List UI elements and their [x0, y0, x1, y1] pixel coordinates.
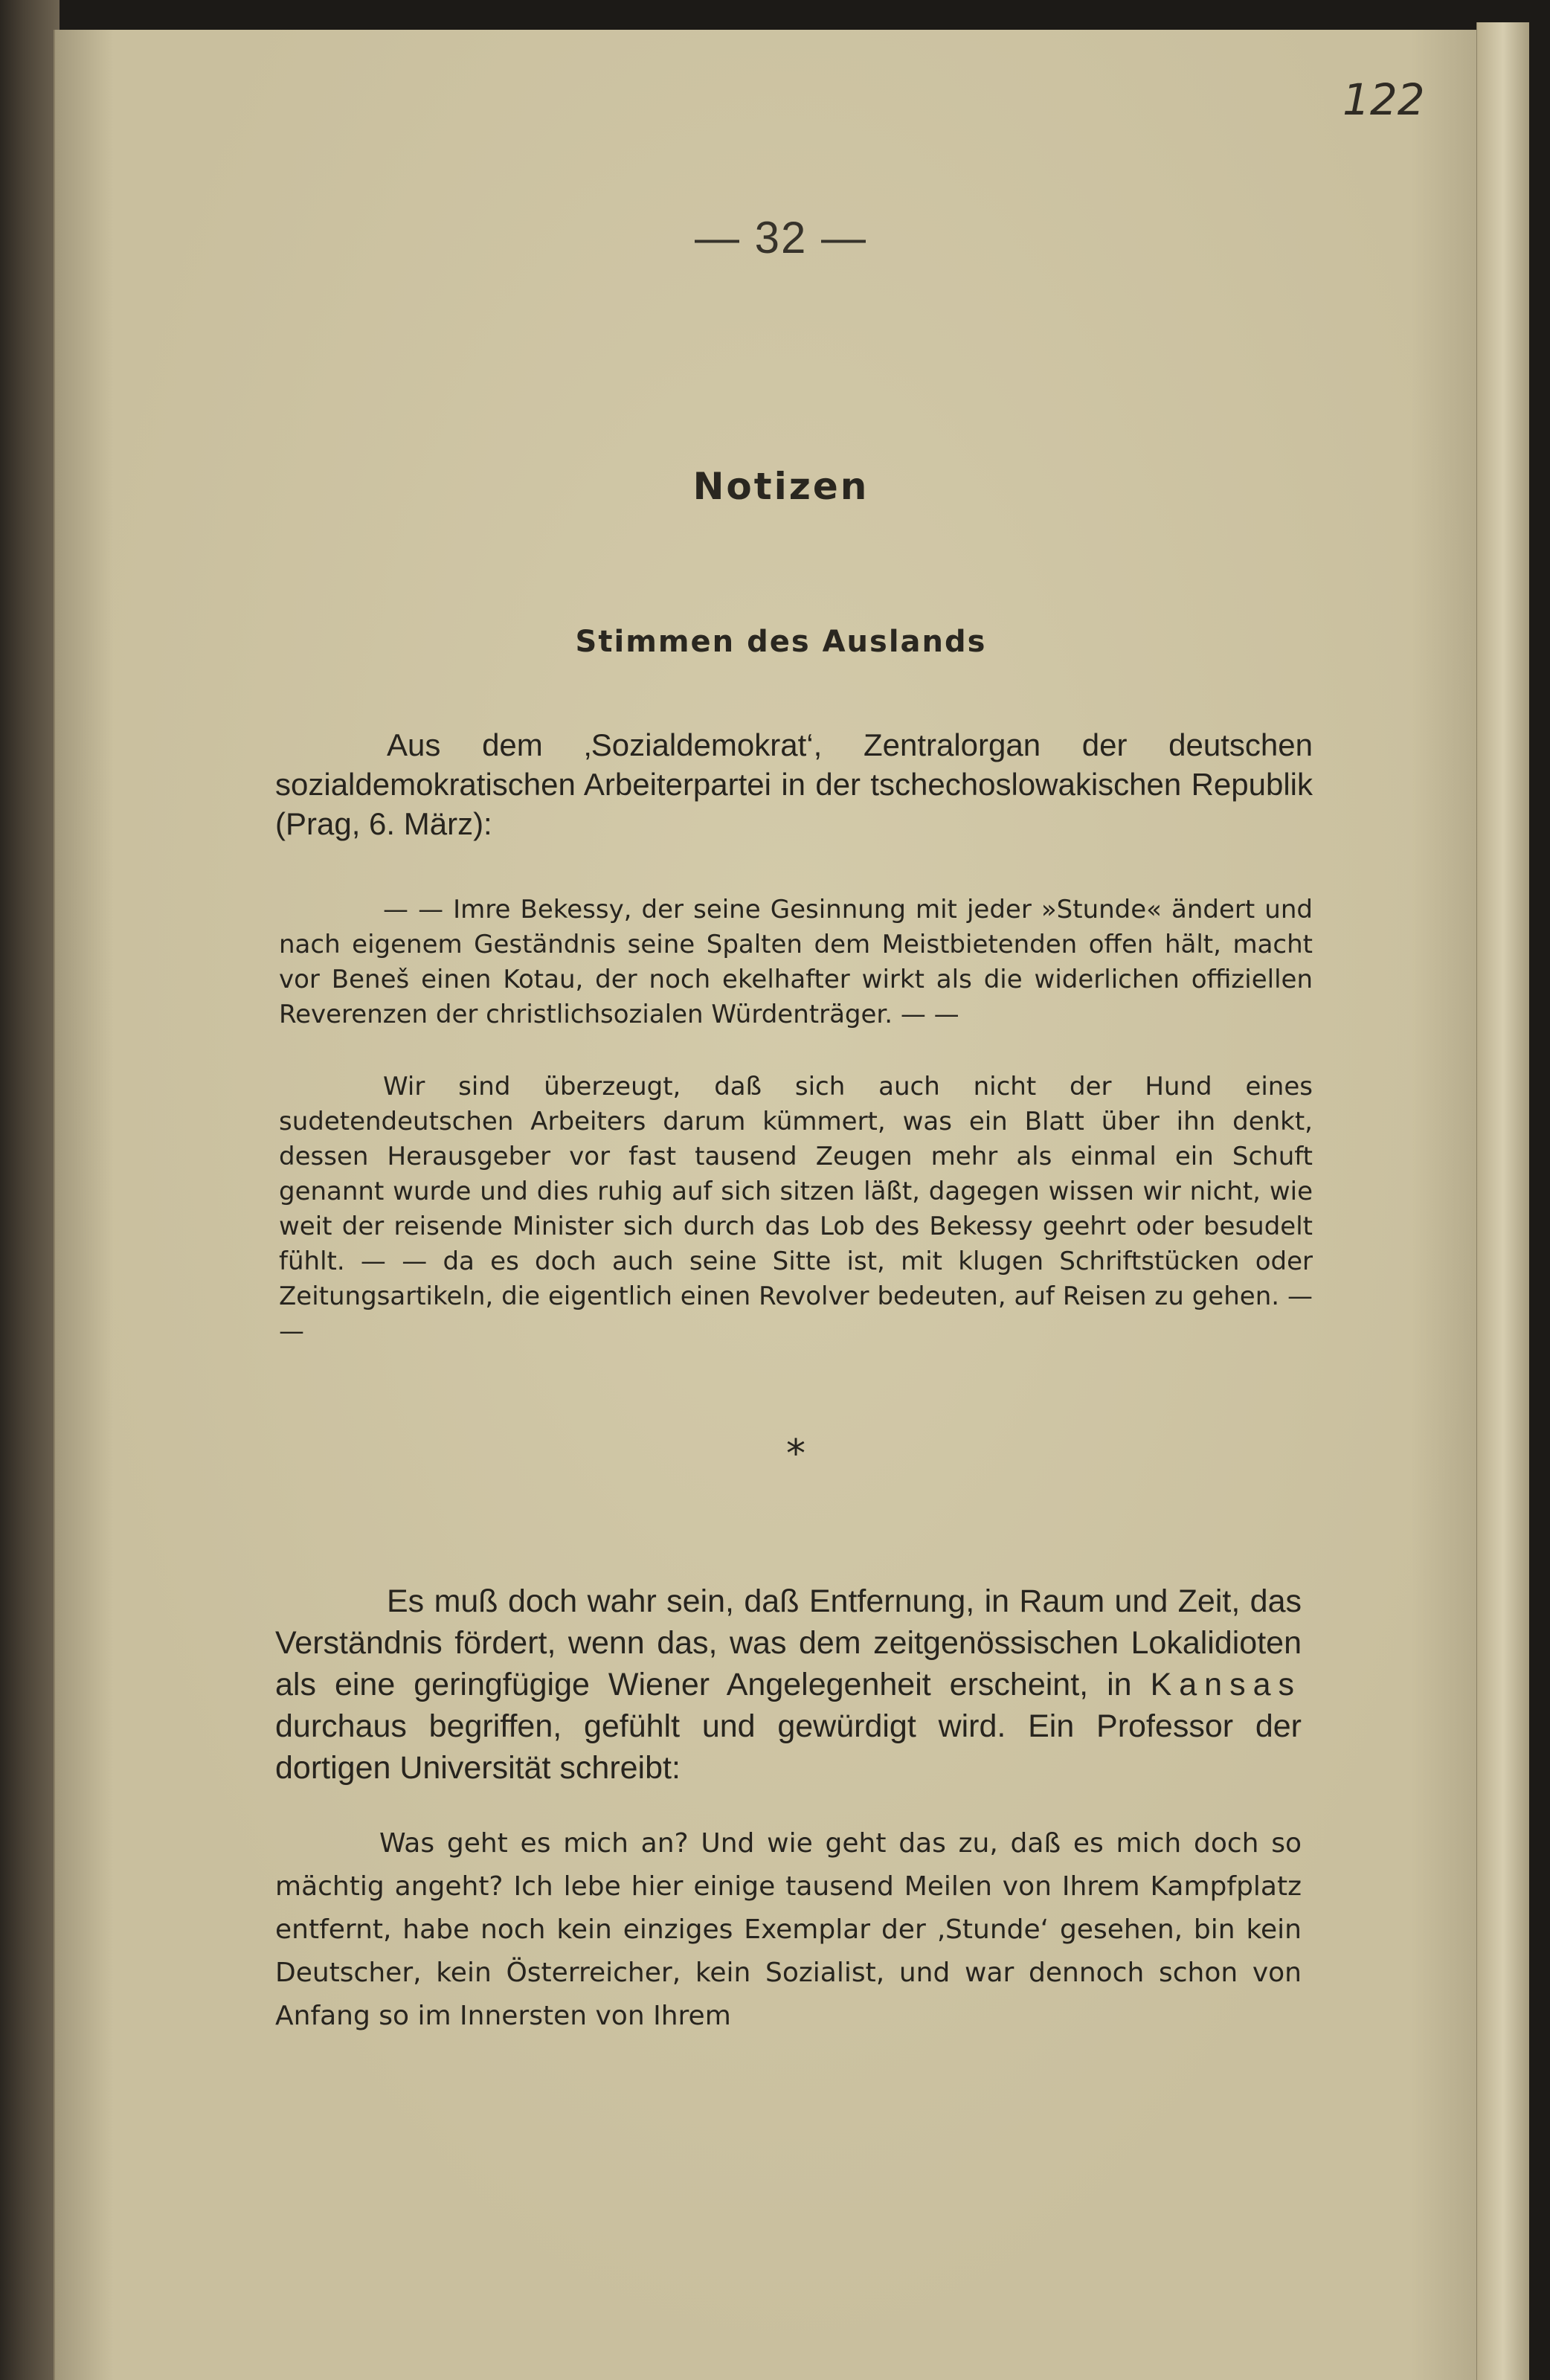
kansas-paragraph — [275, 1580, 1302, 1789]
quoted-paragraph: — — Imre Bekessy, der seine Gesinnung mit jeder »Stunde« ändert und nach eigenem Geständnis seine Spalten dem Meistbietenden offen hält, macht vor Beneš einen Kotau, der noch ekelhafter wirkt als die widerlichen offiziellen Reverenzen der christlichsozialen Würdenträger. — — — [279, 895, 1313, 1029]
archive-folio-number: 122 — [1342, 74, 1425, 125]
kansas-paragraph-start: Es muß doch wahr sein, daß Entfernung, in Raum und Zeit, das Verständnis fördert, wenn das, was dem zeitgenössischen Lokalidioten als eine geringfügige Wiener Angelegenheit erscheint, in — [275, 1583, 1302, 1702]
commentary-paragraph: Wir sind überzeugt, daß sich auch nicht der Hund eines sudetendeutschen Arbeiters darum kümmert, was ein Blatt über ihn denkt, dessen Herausgeber vor fast tausend Zeugen mehr als einmal ein Schuft genannt wurde und dies ruhig auf sich sitzen läßt, dagegen wissen wir nicht, wie weit der reisende Minister sich durch das Lob des Bekessy geehrt oder besudelt fühlt. — — da es doch auch seine Sitte ist, mit klugen Schriftstücken oder Zeitungsartikeln, die eigentlich einen Revolver bedeuten, auf Reisen zu gehen. — — — [279, 1072, 1313, 1346]
intro-paragraph: Aus dem ‚Sozialdemokrat‘, Zentralorgan der deutschen sozialdemokratischen Arbeiterpartei in der tschechoslowakischen Republik (Prag, 6. März): — [275, 727, 1313, 841]
section-separator: * — [786, 1432, 805, 1476]
left-page-edge — [0, 0, 60, 2380]
page-number: — 32 — — [694, 213, 868, 263]
subsection-title: Stimmen des Auslands — [575, 625, 987, 659]
place-name-kansas: Kansas — [1150, 1667, 1302, 1702]
professor-quote-paragraph: Was geht es mich an? Und wie geht das zu, daß es mich doch so mächtig angeht? Ich lebe hier einige tausend Meilen von Ihrem Kampfplatz entfernt, habe noch kein einziges Exemplar der ‚Stunde‘ gesehen, bin kein Deutscher, kein Österreicher, kein Sozialist, und war dennoch schon von Anfang so im Innersten von Ihrem — [275, 1828, 1302, 2031]
right-page-edge — [1476, 22, 1529, 2380]
section-title: Notizen — [692, 465, 869, 508]
kansas-paragraph-end: durchaus begriffen, gefühlt und gewürdigt wird. Ein Professor der dortigen Universität schreibt: — [275, 1708, 1302, 1786]
